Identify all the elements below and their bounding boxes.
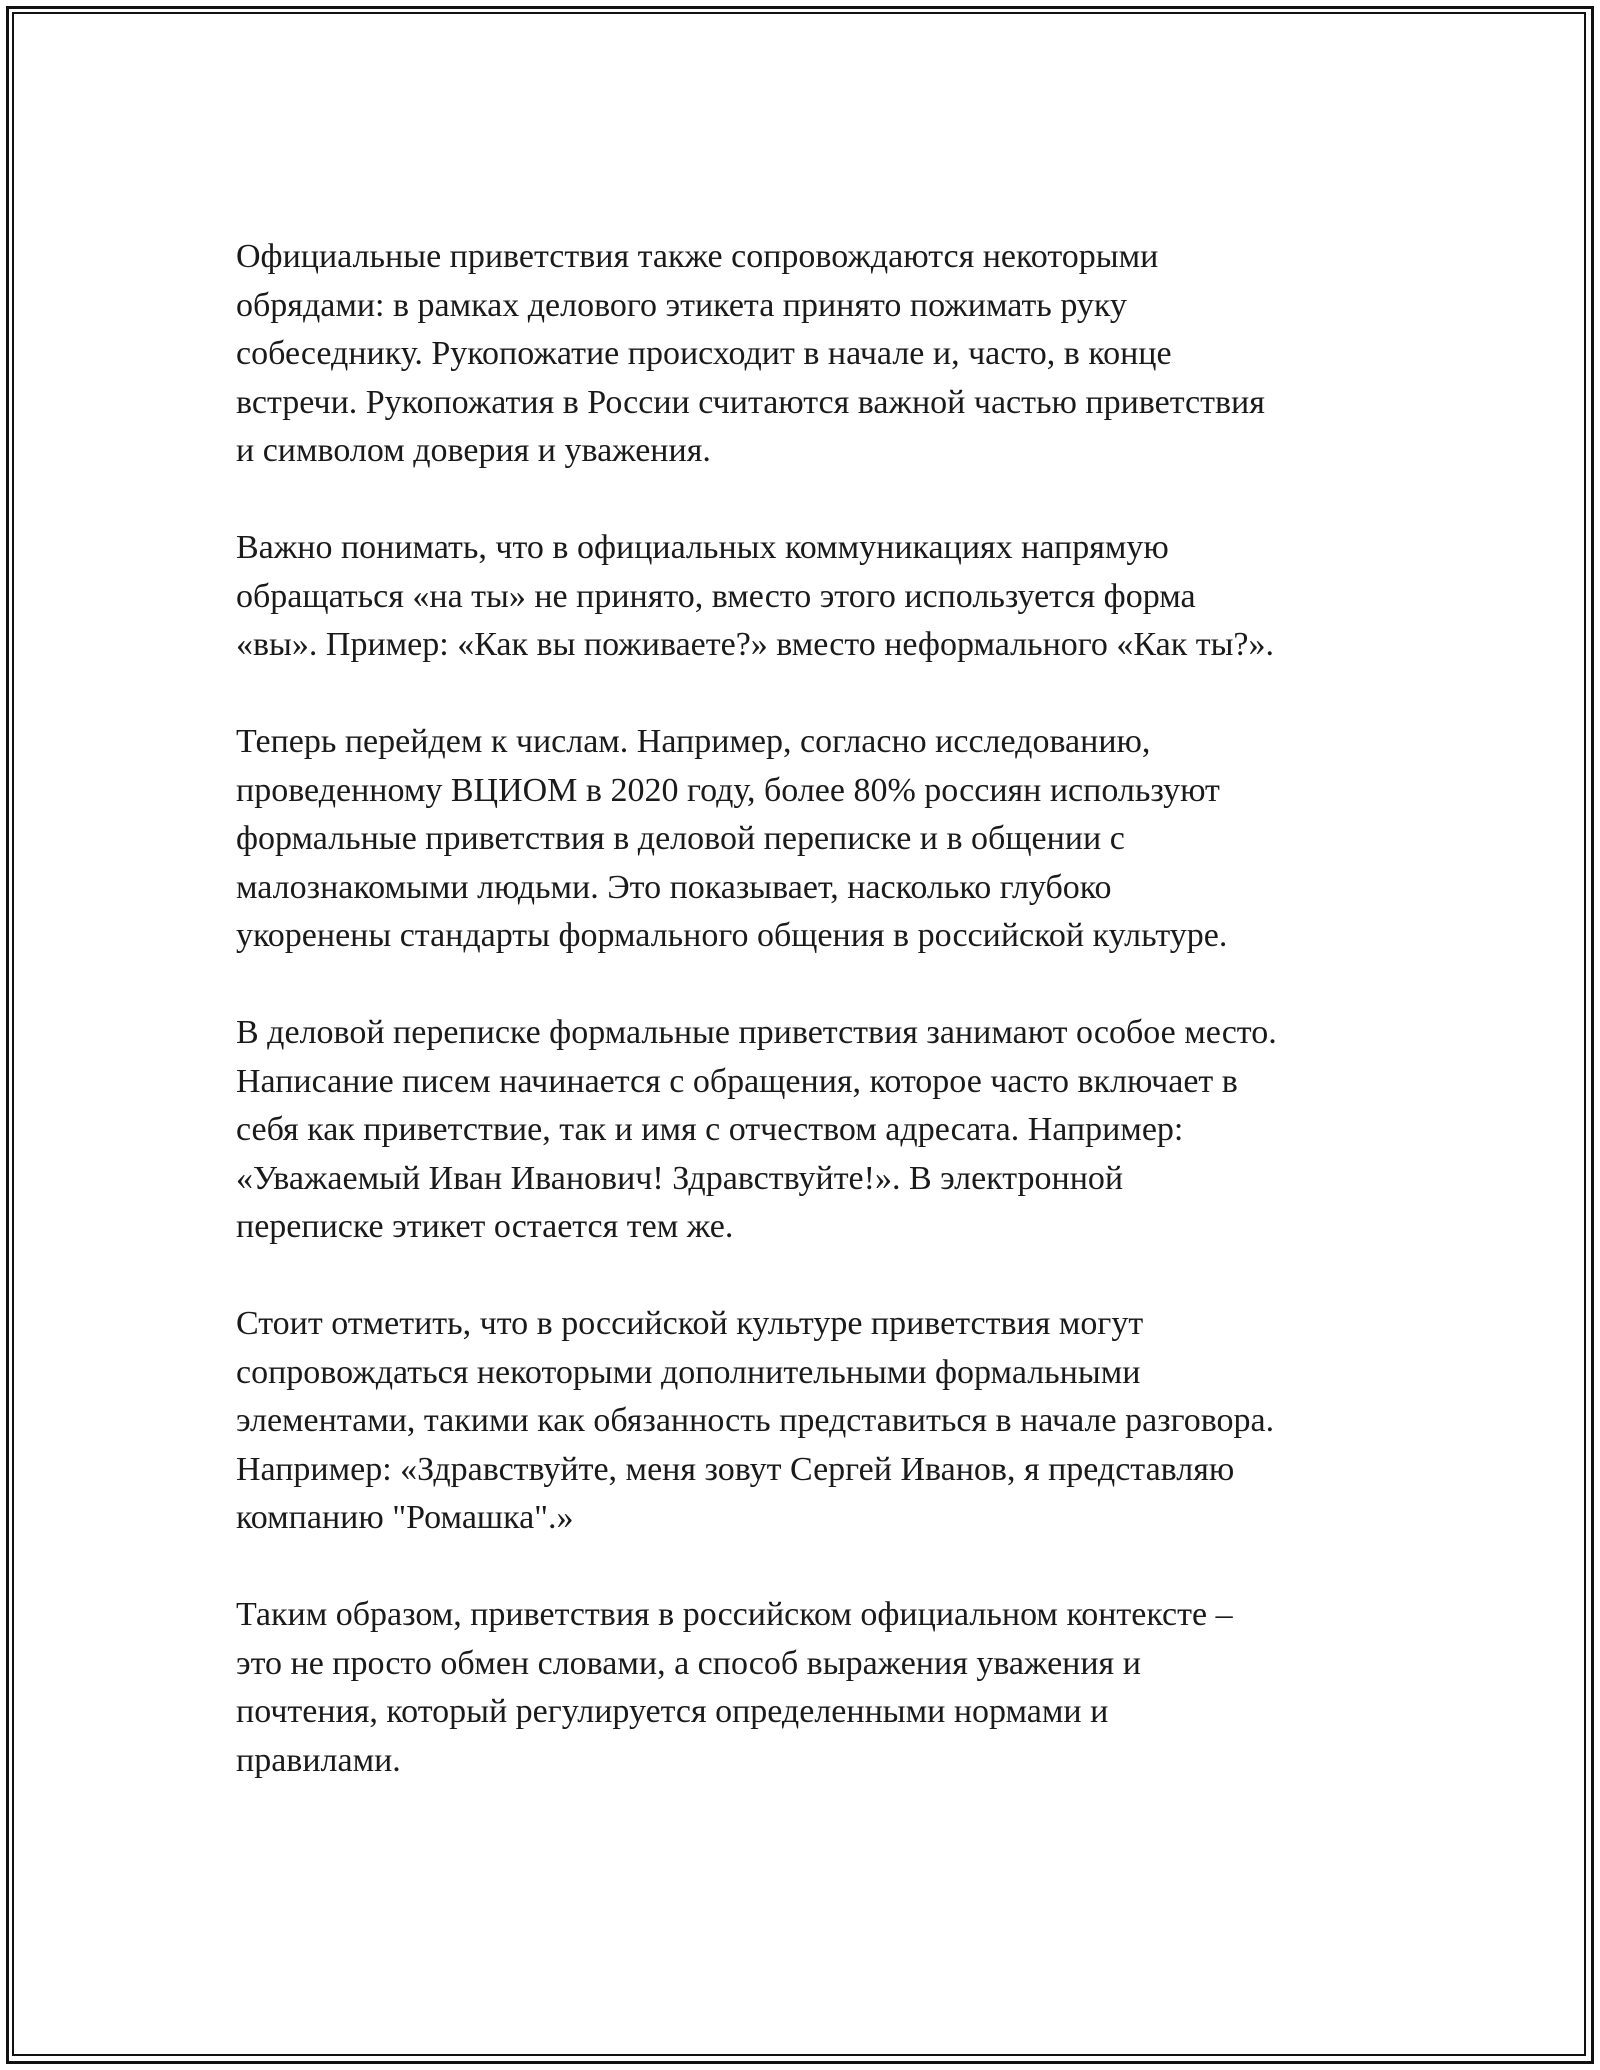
paragraph-statistics: Теперь перейдем к числам. Например, согласно исследованию, проведенному ВЦИОМ в 2020 году, более 80% россиян используют формальные приветствия в деловой переписке и в общении с малознакомыми людьми. Это показывает, насколько глубоко укоренены стандарты формального общения в российской культуре. bbox=[236, 723, 1228, 954]
paragraph-formal-address: Важно понимать, что в официальных коммуникациях напрямую обращаться «на ты» не принято, вместо этого используется форма «вы». Пример: «Как вы поживаете?» вместо неформального «Как ты?». bbox=[236, 529, 1275, 663]
paragraph-introduction: Стоит отметить, что в российской культуре приветствия могут сопровождаться некоторыми дополнительными формальными элементами, такими как обязанность представиться в начале разговора. Например: «Здравствуйте, меня зовут Сергей Иванов, я представляю компанию "Ромашка".» bbox=[236, 1305, 1275, 1536]
paragraph-business-correspondence: В деловой переписке формальные приветствия занимают особое место. Написание писем начинается с обращения, которое часто включает в себя как приветствие, так и имя с отчеством адресата. Например: «Уважаемый Иван Иванович! Здравствуйте!». В электронной переписке этикет остается тем же. bbox=[236, 1014, 1277, 1245]
paragraph-handshake: Официальные приветствия также сопровождаются некоторыми обрядами: в рамках делового этикета принято пожимать руку собеседнику. Рукопожатие происходит в начале и, часто, в конце встречи. Рукопожатия в России считаются важной частью приветствия и символом доверия и уважения. bbox=[236, 238, 1265, 469]
document-body bbox=[236, 233, 1416, 1785]
paragraph-conclusion: Таким образом, приветствия в российском официальном контексте – это не просто обмен словами, а способ выражения уважения и почтения, который регулируется определенными нормами и правилами. bbox=[236, 1596, 1233, 1779]
